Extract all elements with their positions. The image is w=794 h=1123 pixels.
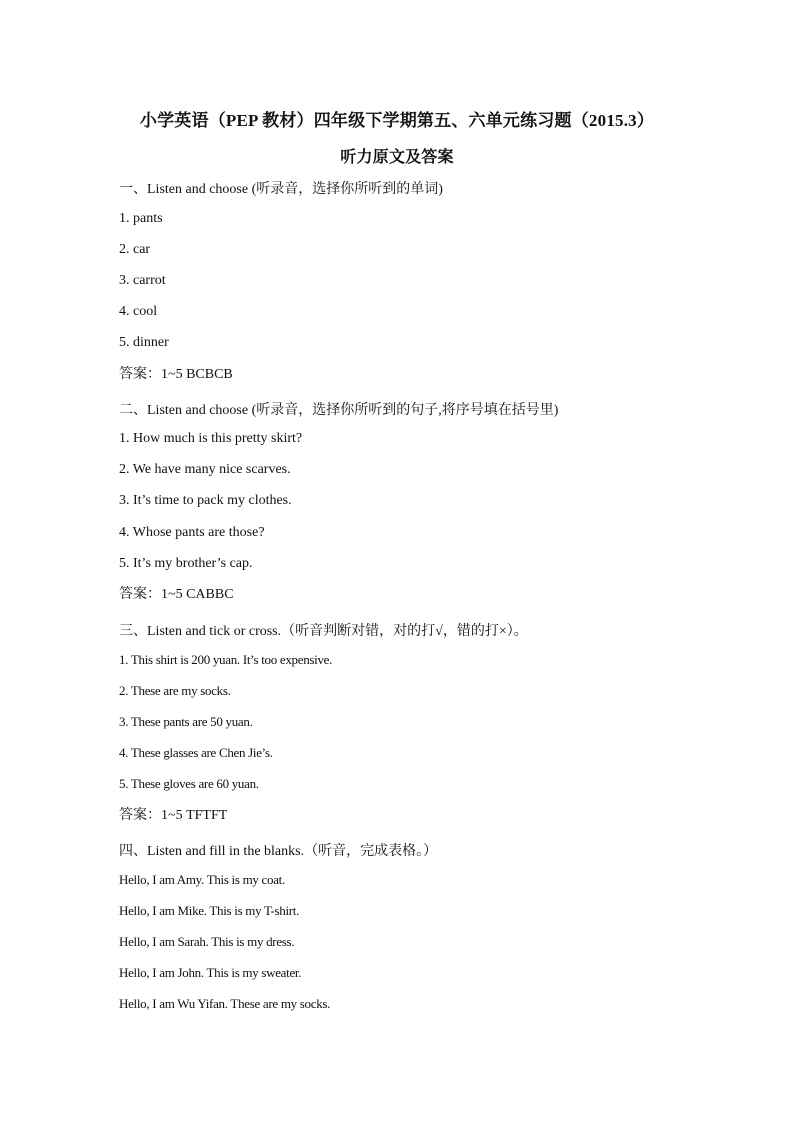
section-3-heading: 三、Listen and tick or cross.（听音判断对错，对的打√，错的打×）。 bbox=[119, 624, 528, 639]
list-item: Hello, I am Sarah. This is my dress. bbox=[119, 934, 295, 949]
list-item: 5. It’s my brother’s cap. bbox=[119, 556, 253, 571]
section-3-answer: 答案：1~5 TFTFT bbox=[119, 808, 228, 823]
document-title: 小学英语（PEP 教材）四年级下学期第五、六单元练习题（2015.3） bbox=[139, 111, 655, 130]
list-item: 4. cool bbox=[119, 304, 158, 319]
section-1-answer: 答案：1~5 BCBCB bbox=[119, 367, 233, 382]
list-item: 4. These glasses are Chen Jie’s. bbox=[119, 745, 273, 760]
list-item: 5. These gloves are 60 yuan. bbox=[119, 776, 259, 791]
list-item: 1. This shirt is 200 yuan. It’s too expensive. bbox=[119, 652, 333, 667]
list-item: 3. These pants are 50 yuan. bbox=[119, 714, 253, 729]
list-item: 3. carrot bbox=[119, 273, 166, 288]
section-2-heading: 二、Listen and choose (听录音，选择你所听到的句子,将序号填在括号里) bbox=[119, 403, 559, 418]
list-item: 3. It’s time to pack my clothes. bbox=[119, 493, 292, 508]
section-1-heading: 一、Listen and choose (听录音，选择你所听到的单词) bbox=[119, 182, 443, 197]
list-item: 1. pants bbox=[119, 211, 163, 226]
list-item: 2. These are my socks. bbox=[119, 683, 231, 698]
list-item: Hello, I am Wu Yifan. These are my socks. bbox=[119, 996, 331, 1011]
list-item: Hello, I am Mike. This is my T-shirt. bbox=[119, 903, 300, 918]
section-4-heading: 四、Listen and fill in the blanks.（听音，完成表格。） bbox=[119, 844, 438, 859]
list-item: 5. dinner bbox=[119, 335, 169, 350]
section-2-answer: 答案：1~5 CABBC bbox=[119, 587, 234, 602]
list-item: 4. Whose pants are those? bbox=[119, 525, 265, 540]
list-item: Hello, I am Amy. This is my coat. bbox=[119, 872, 285, 887]
list-item: Hello, I am John. This is my sweater. bbox=[119, 965, 302, 980]
list-item: 1. How much is this pretty skirt? bbox=[119, 431, 303, 446]
document-subtitle: 听力原文及答案 bbox=[340, 149, 454, 166]
list-item: 2. car bbox=[119, 242, 151, 257]
list-item: 2. We have many nice scarves. bbox=[119, 462, 291, 477]
